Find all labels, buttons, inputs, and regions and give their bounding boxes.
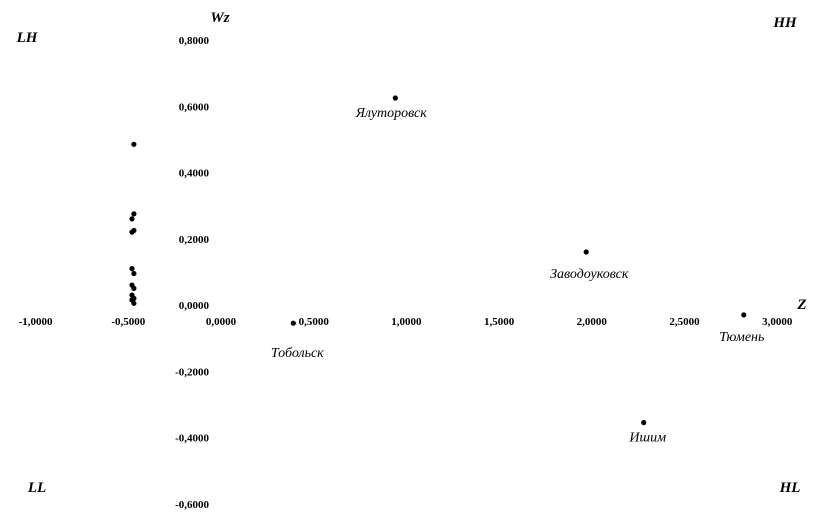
y-tick-label: 0,2000 (178, 233, 209, 246)
quadrant-label-lh: LH (16, 30, 38, 46)
data-point (584, 249, 589, 254)
data-point-label: Заводоуковск (550, 267, 629, 282)
data-point (131, 142, 136, 147)
x-axis-label: Z (797, 297, 807, 313)
y-tick-label: 0,6000 (178, 101, 209, 114)
data-point (131, 286, 136, 291)
x-tick-label: -0,5000 (111, 316, 146, 328)
y-axis-label: Wz (210, 10, 230, 26)
x-tick-label: -1,0000 (18, 316, 53, 328)
data-point (291, 321, 296, 326)
data-point (129, 266, 134, 271)
y-tick-label: -0,6000 (175, 498, 209, 511)
data-point-label: Тобольск (270, 346, 324, 362)
x-tick-label: 1,0000 (391, 316, 422, 328)
quadrant-label-hh: HH (773, 15, 797, 31)
y-tick-label: 0,4000 (178, 167, 209, 180)
data-point (131, 211, 136, 216)
x-tick-label: 1,5000 (483, 316, 515, 328)
y-tick-label: 0,0000 (178, 300, 209, 312)
y-tick-label: -0,2000 (175, 366, 209, 379)
data-point (741, 312, 746, 317)
data-point-label: Тюмень (719, 329, 765, 345)
quadrant-label-hl: HL (779, 480, 801, 496)
data-point (129, 216, 134, 221)
x-tick-label: 0,5000 (298, 316, 329, 328)
data-point-label: Ялуторовск (355, 105, 427, 121)
data-point (129, 230, 134, 235)
y-tick-label: 0,8000 (178, 35, 209, 47)
data-point (131, 271, 136, 276)
data-point (641, 420, 646, 425)
x-tick-label: 2,5000 (669, 316, 700, 328)
x-tick-label: 2,0000 (576, 316, 607, 328)
data-point-label: Ишим (629, 430, 667, 446)
data-point (393, 95, 398, 100)
y-tick-label: -0,4000 (175, 432, 209, 445)
quadrant-label-ll: LL (27, 480, 47, 496)
x-tick-label: 0,0000 (205, 316, 237, 328)
x-tick-label: 3,0000 (762, 316, 793, 328)
data-point (131, 301, 136, 306)
